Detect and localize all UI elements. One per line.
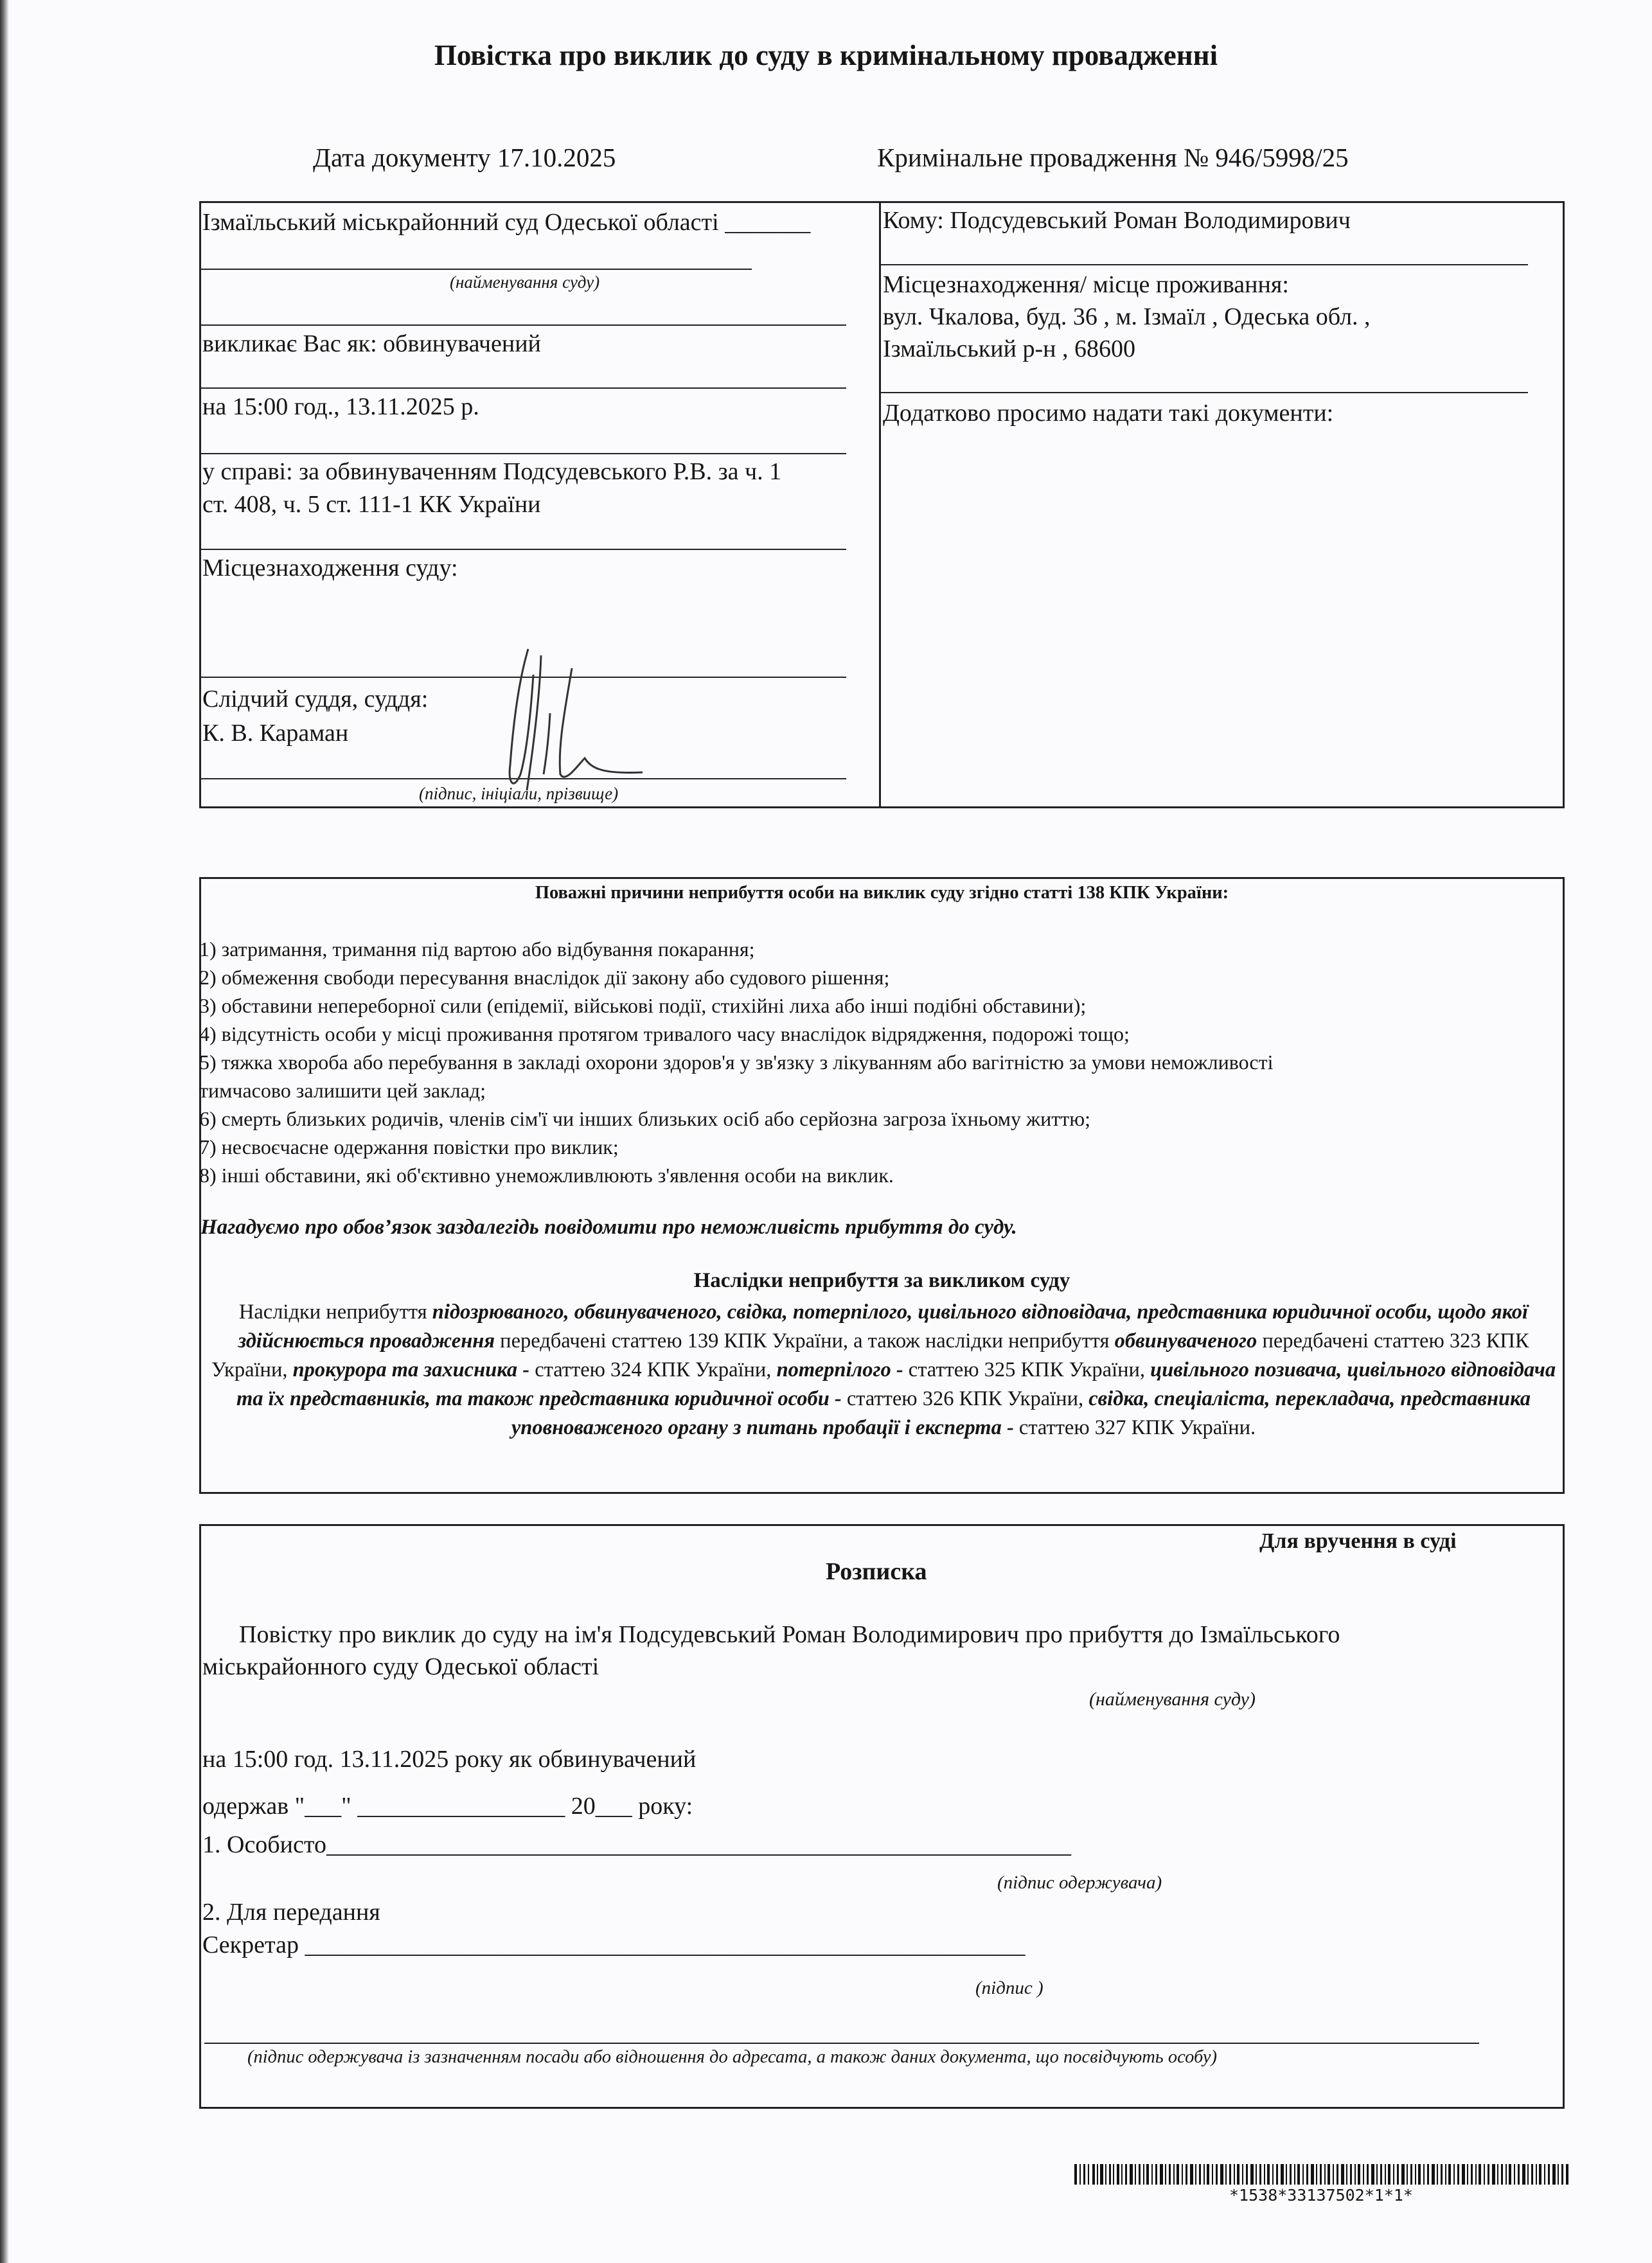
secretary-signature-caption: (підпис ) xyxy=(975,1978,1044,1998)
personal-receipt-line: 1. Особисто_____________________________________________________________ xyxy=(202,1831,1071,1858)
signature-caption: (підпис, ініціали, прізвище) xyxy=(419,784,619,803)
column-divider xyxy=(879,201,881,808)
summons-role: викликає Вас як: обвинувачений xyxy=(202,330,541,357)
received-date-line: одержав "___" _________________ 20___ року: xyxy=(202,1793,693,1820)
consequences-text: Наслідки неприбуття підозрюваного, обвинуваченого, свідка, потерпілого, цивільного відповідача, представника юридичної особи, щодо якої здійснюється провадження передбачені статтею 139 КПК України, а також наслідки неприбуття обвинуваченого передбачені статтею 323 КПК України, прокурора та захисника - статтею 324 КПК України, потерпілого - статтею 325 КПК України, цивільного позивача, цивільного відповідача та їх представників, та також представника юридичної особи - статтею 326 КПК України, свідка, спеціаліста, перекладача, представника уповноваженого органу з питань пробації і експерта - статтею 327 КПК України. xyxy=(211,1300,1556,1439)
recipient-location-label: Місцезнаходження/ місце проживання: xyxy=(883,271,1289,298)
appearance-time: на 15:00 год., 13.11.2025 р. xyxy=(202,393,479,420)
court-name-caption: (найменування суду) xyxy=(450,272,600,292)
list-item: 3) обставини непереборної сили (епідемії, військові події, стихійні лиха або інші подібні обставини); xyxy=(199,994,1087,1017)
reasons-heading: Поважні причини неприбуття особи на виклик суду згідно статті 138 КПК України: xyxy=(535,883,1229,903)
list-item: 5) тяжка хвороба або перебування в закладі охорони здоров'я у зв'язку з лікуванням або вагітністю за умови неможливості xyxy=(199,1051,1274,1074)
barcode-text: *1538*33137502*1*1* xyxy=(1229,2186,1413,2205)
list-item: 6) смерть близьких родичів, членів сім'ї чи інших близьких осіб або серйозна загроза їхньому життю; xyxy=(199,1107,1091,1130)
list-item: 7) несвоєчасне одержання повістки про виклик; xyxy=(199,1135,619,1158)
document-title: Повістка про виклик до суду в кримінальному провадженні xyxy=(434,39,1218,71)
judge-label: Слідчий суддя, суддя: xyxy=(202,686,429,713)
receipt-court-caption: (найменування суду) xyxy=(1089,1689,1256,1710)
court-location-label: Місцезнаходження суду: xyxy=(202,555,458,581)
reasons-list xyxy=(199,935,1561,1189)
judge-name: К. В. Караман xyxy=(202,720,349,747)
list-item: 1) затримання, тримання під вартою або відбування покарання; xyxy=(199,937,755,961)
receipt-line-1: Повістку про виклик до суду на ім'я Подсудевський Роман Володимирович про прибуття до Ізмаїльського xyxy=(239,1621,1340,1648)
case-description-1: у справі: за обвинуваченням Подсудевського Р.В. за ч. 1 xyxy=(202,458,782,485)
additional-documents-label: Додатково просимо надати такі документи: xyxy=(883,400,1334,427)
barcode xyxy=(1074,2164,1569,2185)
receipt-time-line: на 15:00 год. 13.11.2025 року як обвинувачений xyxy=(202,1746,697,1773)
case-number: Кримінальне провадження № 946/5998/25 xyxy=(877,143,1349,172)
recipient-address-2: Ізмаїльський р-н , 68600 xyxy=(883,335,1135,362)
receipt-title: Розписка xyxy=(826,1558,927,1585)
scan-edge xyxy=(0,0,9,2263)
judge-signature xyxy=(488,636,655,810)
recipient-signature-caption: (підпис одержувача) xyxy=(997,1872,1162,1893)
recipient-name: Кому: Подсудевський Роман Володимирович xyxy=(883,207,1351,234)
secretary-line: Секретар ___________________________________________________________ xyxy=(202,1931,1026,1958)
list-item: 8) інші обставини, які об'єктивно унеможливлюють з'явлення особи на виклик. xyxy=(199,1164,894,1187)
list-item: 4) відсутність особи у місці проживання протягом тривалого часу внаслідок відрядження, подорожі тощо; xyxy=(199,1022,1130,1045)
case-description-2: ст. 408, ч. 5 ст. 111-1 КК України xyxy=(202,491,541,518)
receipt-line-2: міськрайонного суду Одеської області xyxy=(202,1653,600,1680)
list-item: 2) обмеження свободи пересування внаслідок дії закону або судового рішення; xyxy=(199,966,890,989)
receipt-bottom-caption: (підпис одержувача із зазначенням посади або відношення до адресата, а також даних документа, що посвідчують особу) xyxy=(247,2047,1218,2067)
for-court-label: Для вручення в суді xyxy=(1259,1529,1457,1553)
recipient-address-1: вул. Чкалова, буд. 36 , м. Ізмаїл , Одеська обл. , xyxy=(883,303,1371,330)
consequences-heading: Наслідки неприбуття за викликом суду xyxy=(693,1269,1070,1292)
court-name: Ізмаїльський міськрайонний суд Одеської області _______ xyxy=(202,209,811,236)
document-date: Дата документу 17.10.2025 xyxy=(313,143,616,172)
reminder-text: Нагадуємо про обов’язок заздалегідь повідомити про неможливість прибуття до суду. xyxy=(200,1216,1017,1239)
list-item: тимчасово залишити цей заклад; xyxy=(199,1079,486,1102)
transfer-line: 2. Для передання xyxy=(202,1899,380,1926)
